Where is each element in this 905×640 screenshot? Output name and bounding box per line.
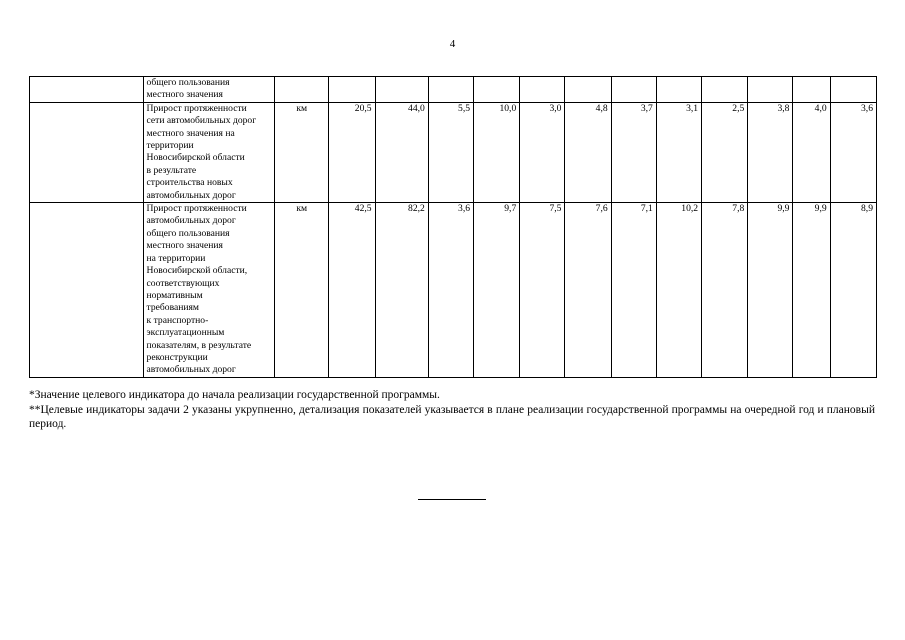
indicator-name-cell <box>143 102 275 202</box>
value-cell: 3,1 <box>656 102 701 202</box>
indicator-name-line: общего пользования <box>146 77 230 88</box>
value-cell: 3,8 <box>748 102 793 202</box>
value-cell <box>793 77 830 103</box>
indicator-name-line: соответствующих <box>146 277 220 289</box>
row-number-cell <box>30 203 144 378</box>
indicator-name-line: местного значения <box>146 240 223 252</box>
indicator-name-line: эксплуатационным <box>146 327 225 339</box>
value-cell: 10,0 <box>474 102 520 202</box>
indicators-table <box>29 76 877 378</box>
indicator-name-line: строительства новых <box>146 177 233 189</box>
value-cell: 7,6 <box>565 203 611 378</box>
value-cell: 7,5 <box>520 203 565 378</box>
value-cell <box>830 77 876 103</box>
value-cell <box>748 77 793 103</box>
row-number-cell <box>30 77 144 103</box>
value-cell: 3,0 <box>520 102 565 202</box>
value-cell: 42,5 <box>329 203 375 378</box>
end-separator-line <box>418 499 486 500</box>
indicator-name-line: Прирост протяженности <box>146 102 247 114</box>
indicator-name-line: местного значения на <box>146 127 235 139</box>
value-cell <box>375 77 428 103</box>
indicator-name-line: автомобильных дорог <box>146 215 236 227</box>
indicator-name-line: автомобильных дорог <box>146 189 236 201</box>
footnotes <box>29 388 875 432</box>
table-row <box>30 77 877 103</box>
indicator-name-line: Новосибирской области <box>146 152 245 164</box>
indicator-name-cell <box>143 77 275 103</box>
value-cell <box>329 77 375 103</box>
value-cell: 9,9 <box>748 203 793 378</box>
value-cell: 8,9 <box>830 203 876 378</box>
value-cell: 3,6 <box>428 203 473 378</box>
page-number: 4 <box>449 38 456 50</box>
value-cell <box>656 77 701 103</box>
value-cell: 5,5 <box>428 102 473 202</box>
value-cell: 7,1 <box>611 203 656 378</box>
value-cell: 82,2 <box>375 203 428 378</box>
table-body <box>30 77 877 378</box>
value-cell: 9,9 <box>793 203 830 378</box>
indicator-name-line: на территории <box>146 252 206 264</box>
indicator-name-line: Новосибирской области, <box>146 265 248 277</box>
value-cell <box>474 77 520 103</box>
row-number-cell <box>30 102 144 202</box>
indicator-name-line: показателям, в результате <box>146 339 252 351</box>
indicator-name-line: нормативным <box>146 289 203 301</box>
indicator-name-cell <box>143 203 275 378</box>
indicator-name-line: автомобильных дорог <box>146 364 236 376</box>
indicator-name-line: местного значения <box>146 89 223 101</box>
value-cell: 3,7 <box>611 102 656 202</box>
footnote-target-value: *Значение целевого индикатора до начала реализации государственной программы. <box>29 389 440 401</box>
value-cell <box>702 77 748 103</box>
value-cell: 4,8 <box>565 102 611 202</box>
value-cell: 7,8 <box>702 203 748 378</box>
indicator-name-line: требованиям <box>146 302 199 314</box>
indicator-name-line: общего пользования <box>146 227 230 239</box>
value-cell: 44,0 <box>375 102 428 202</box>
value-cell: 3,6 <box>830 102 876 202</box>
unit-cell <box>275 77 329 103</box>
indicator-name-line: реконструкции <box>146 351 208 363</box>
value-cell: 4,0 <box>793 102 830 202</box>
value-cell: 10,2 <box>656 203 701 378</box>
indicator-name-line: в результате <box>146 164 197 176</box>
indicator-name-line: сети автомобильных дорог <box>146 115 257 127</box>
unit-cell: км <box>275 102 329 202</box>
footnote-task-2-indicators: **Целевые индикаторы задачи 2 указаны укрупненно, детализация показателей указывается в плане реализации государственной программы на очередной год и плановый период. <box>29 403 875 430</box>
value-cell <box>520 77 565 103</box>
value-cell <box>565 77 611 103</box>
unit-cell: км <box>275 203 329 378</box>
value-cell: 20,5 <box>329 102 375 202</box>
indicator-name-line: Прирост протяженности <box>146 203 247 215</box>
value-cell: 9,7 <box>474 203 520 378</box>
value-cell <box>428 77 473 103</box>
table-row <box>30 203 877 378</box>
value-cell <box>611 77 656 103</box>
table-row <box>30 102 877 202</box>
indicator-name-line: территории <box>146 140 194 152</box>
value-cell: 2,5 <box>702 102 748 202</box>
indicator-name-line: к транспортно- <box>146 314 209 326</box>
